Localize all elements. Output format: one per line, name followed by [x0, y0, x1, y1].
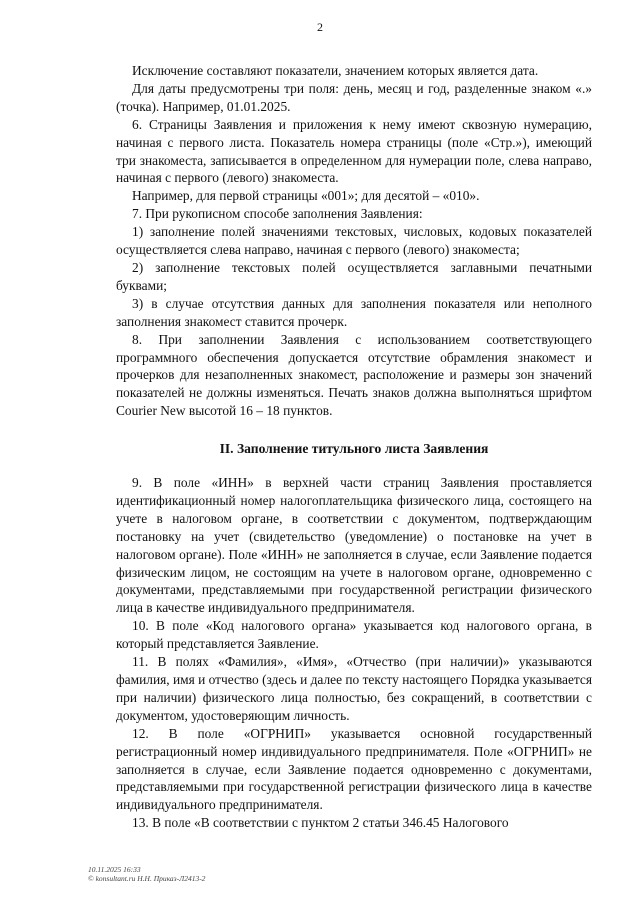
paragraph: 7. При рукописном способе заполнения Заявления: — [132, 206, 423, 222]
paragraph: 10. В поле «Код налогового органа» указывается код налогового органа, в который представляется Заявление. — [116, 618, 592, 652]
document-body — [116, 62, 592, 832]
paragraph: 1) заполнение полей значениями текстовых, числовых, кодовых показателей осуществляется слева направо, начиная с первого (левого) знакоместа; — [116, 224, 592, 258]
footer-stamp — [88, 865, 205, 883]
paragraph: 3) в случае отсутствия данных для заполнения показателя или неполного заполнения знакомест ставится прочерк. — [116, 295, 592, 329]
section-heading: II. Заполнение титульного листа Заявления — [219, 441, 489, 457]
paragraph: Для даты предусмотрены три поля: день, месяц и год, разделенные знаком «.» (точка). Например, 01.01.2025. — [116, 80, 592, 114]
paragraph: Исключение составляют показатели, значением которых является дата. — [132, 63, 539, 78]
footer-date: 10.11.2025 16:33 — [88, 865, 141, 874]
paragraph: Например, для первой страницы «001»; для десятой – «010». — [132, 188, 480, 204]
paragraph: 6. Страницы Заявления и приложения к нему имеют сквозную нумерацию, начиная с первого листа. Показатель номера страницы (поле «Стр.»), имеющий три знакоместа, записывается в определенном для нумерации поле, слева направо, начиная с первого (левого) знакоместа. — [116, 116, 592, 186]
paragraph: 9. В поле «ИНН» в верхней части страниц Заявления проставляется идентификационный номер налогоплательщика физического лица, состоящего на учете в налоговом органе, в соответствии с документом, подтверждающим постановку на учет (свидетельство (уведомление) о постановке на учет в налоговом органе). Поле «ИНН» не заполняется в случае, если Заявление подается физическим лицом, не состоящим на учете в налоговом органе, одновременно с документами, представляемыми при государственной регистрации физического лица в качестве индивидуального предпринимателя. — [116, 475, 592, 616]
page-number: 2 — [317, 20, 323, 34]
footer-source: © konsultant.ru Н.Н. Приказ-Л2413-2 — [88, 874, 206, 883]
paragraph: 8. При заполнении Заявления с использованием соответствующего программного обеспечения допускается отсутствие обрамления знакомест и прочерков для незаполненных знакомест, расположение и размеры зон значений показателей не должны изменяться. Печать знаков должна выполняться шрифтом Courier New высотой 16 – 18 пунктов. — [116, 331, 592, 419]
paragraph: 11. В полях «Фамилия», «Имя», «Отчество (при наличии)» указываются фамилия, имя и отчество (здесь и далее по тексту настоящего Порядка указывается при наличии) физического лица полностью, без сокращений, в соответствии с документом, удостоверяющим личность. — [116, 654, 593, 723]
paragraph: 12. В поле «ОГРНИП» указывается основной государственный регистрационный номер индивидуального предпринимателя. Поле «ОГРНИП» не заполняется в случае, если Заявление подается одновременно с документами, представляемыми при государственной регистрации физического лица в качестве индивидуального предпринимателя. — [116, 725, 592, 813]
paragraph: 2) заполнение текстовых полей осуществляется заглавными печатными буквами; — [116, 259, 592, 293]
paragraph: 13. В поле «В соответствии с пунктом 2 статьи 346.45 Налогового — [132, 815, 509, 831]
